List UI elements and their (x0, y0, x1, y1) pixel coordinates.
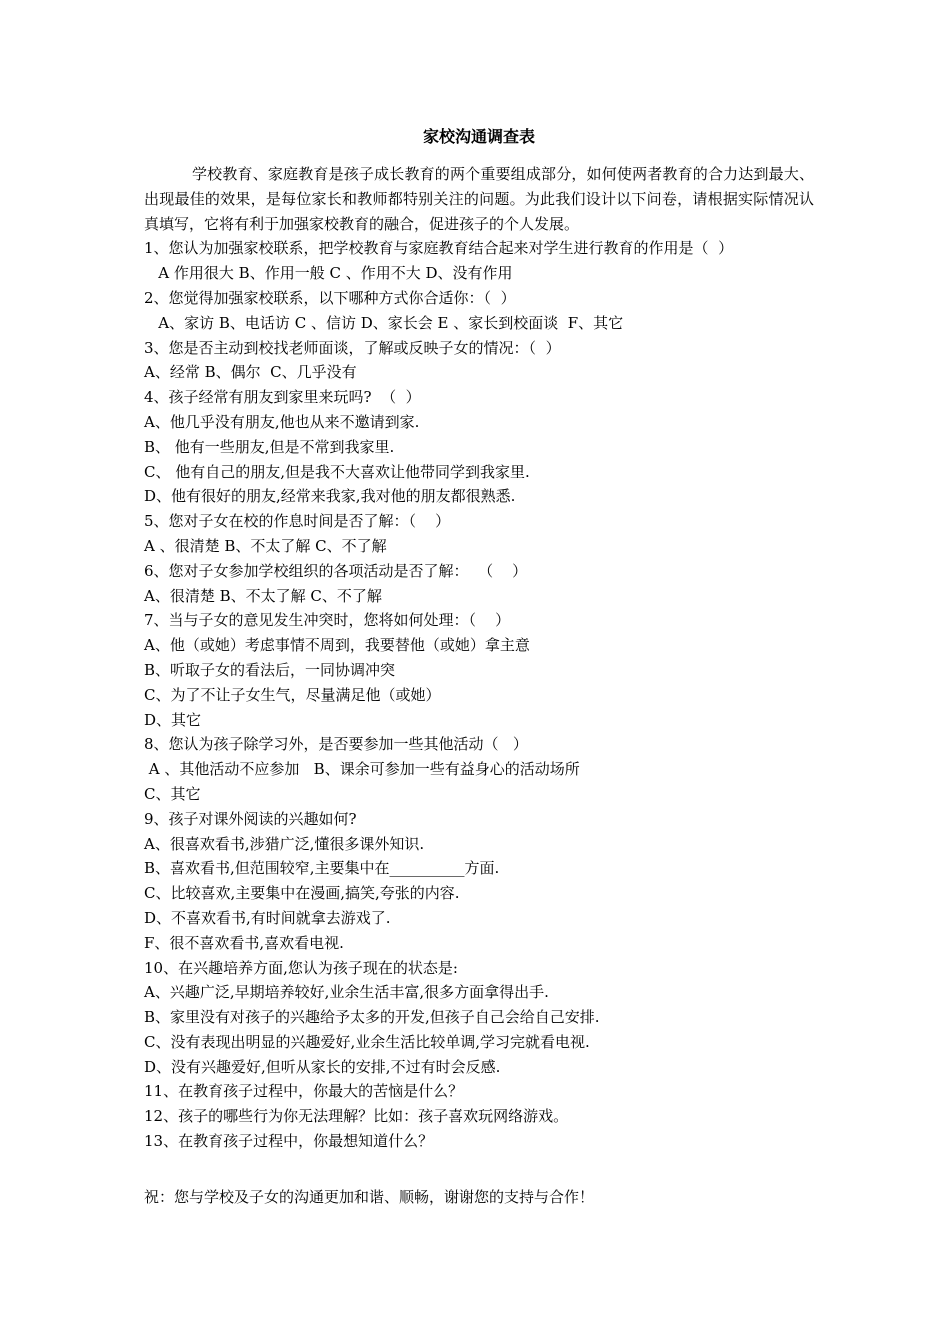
option-line: D、不喜欢看书,有时间就拿去游戏了. (144, 908, 391, 927)
option-line: A 作用很大 B、作用一般 C 、作用不大 D、没有作用 (144, 264, 513, 283)
option-line: D、其它 (144, 710, 202, 729)
question-line: 13、在教育孩子过程中，你最想知道什么？ (144, 1132, 434, 1151)
option-line: B、喜欢看书,但范围较窄,主要集中在__________方面. (144, 859, 500, 878)
option-line: C、其它 (144, 784, 201, 803)
question-line: 7、当与子女的意见发生冲突时，您将如何处理：（ ） (144, 611, 511, 630)
option-line: D、没有兴趣爱好,但听从家长的安排,不过有时会反感. (144, 1057, 501, 1076)
option-line: C、比较喜欢,主要集中在漫画,搞笑,夸张的内容. (144, 884, 460, 903)
question-line: 1、您认为加强家校联系，把学校教育与家庭教育结合起来对学生进行教育的作用是（ ） (144, 239, 734, 258)
closing-note: 祝：您与学校及子女的沟通更加和谐、顺畅，谢谢您的支持与合作！ (144, 1187, 595, 1206)
question-line: 11、在教育孩子过程中，你最大的苦恼是什么？ (144, 1082, 464, 1101)
option-line: A、经常 B、偶尔 C、几乎没有 (144, 363, 357, 382)
option-line: C、为了不让子女生气，尽量满足他（或她） (144, 685, 441, 704)
question-line: 3、您是否主动到校找老师面谈，了解或反映子女的情况：（ ） (144, 338, 561, 357)
document-title: 家校沟通调查表 (422, 127, 535, 146)
spacer (144, 1154, 814, 1179)
question-list (144, 236, 814, 1153)
question-line: 2、您觉得加强家校联系，以下哪种方式你合适你：（ ） (144, 288, 516, 307)
option-line: A、他几乎没有朋友,他也从来不邀请到家. (144, 412, 420, 431)
option-line: B、听取子女的看法后，一同协调冲突 (144, 660, 396, 679)
option-line: B、 他有一些朋友,但是不常到我家里. (144, 437, 395, 456)
option-line: A 、其他活动不应参加 B、课余可参加一些有益身心的活动场所 (144, 760, 580, 779)
option-line: F、很不喜欢看书,喜欢看电视. (144, 933, 344, 952)
survey-document (144, 120, 814, 1209)
option-line: A、很喜欢看书,涉猎广泛,懂很多课外知识. (144, 834, 425, 853)
question-line: 12、孩子的哪些行为你无法理解？比如：孩子喜欢玩网络游戏。 (144, 1107, 569, 1126)
question-line: 6、您对子女参加学校组织的各项活动是否了解： （ ） (144, 561, 528, 580)
intro-paragraph: 学校教育、家庭教育是孩子成长教育的两个重要组成部分，如何使两者教育的合力达到最大、出现最佳的效果，是每位家长和教师都特别关注的问题。为此我们设计以下问卷，请根据实际情况认真填写，它将有利于加强家校教育的融合，促进孩子的个人发展。 (144, 165, 814, 233)
option-line: A、兴趣广泛,早期培养较好,业余生活丰富,很多方面拿得出手. (144, 983, 549, 1002)
option-line: C、没有表现出明显的兴趣爱好,业余生活比较单调,学习完就看电视. (144, 1032, 590, 1051)
question-line: 5、您对子女在校的作息时间是否了解：（ ） (144, 512, 451, 531)
option-line: A 、很清楚 B、不太了解 C、不了解 (144, 536, 387, 555)
option-line: C、 他有自己的朋友,但是我不大喜欢让他带同学到我家里. (144, 462, 530, 481)
question-line: 4、孩子经常有朋友到家里来玩吗? （ ） (144, 388, 421, 407)
question-line: 8、您认为孩子除学习外，是否要参加一些其他活动（ ） (144, 735, 528, 754)
option-line: A、家访 B、电话访 C 、信访 D、家长会 E 、家长到校面谈 F、其它 (144, 313, 624, 332)
question-line: 10、在兴趣培养方面,您认为孩子现在的状态是: (144, 958, 458, 977)
option-line: D、他有很好的朋友,经常来我家,我对他的朋友都很熟悉. (144, 487, 516, 506)
question-line: 9、孩子对课外阅读的兴趣如何? (144, 809, 357, 828)
option-line: A、他（或她）考虑事情不周到，我要替他（或她）拿主意 (144, 636, 530, 655)
option-line: B、家里没有对孩子的兴趣给予太多的开发,但孩子自己会给自己安排. (144, 1008, 600, 1027)
option-line: A、很清楚 B、不太了解 C、不了解 (144, 586, 382, 605)
